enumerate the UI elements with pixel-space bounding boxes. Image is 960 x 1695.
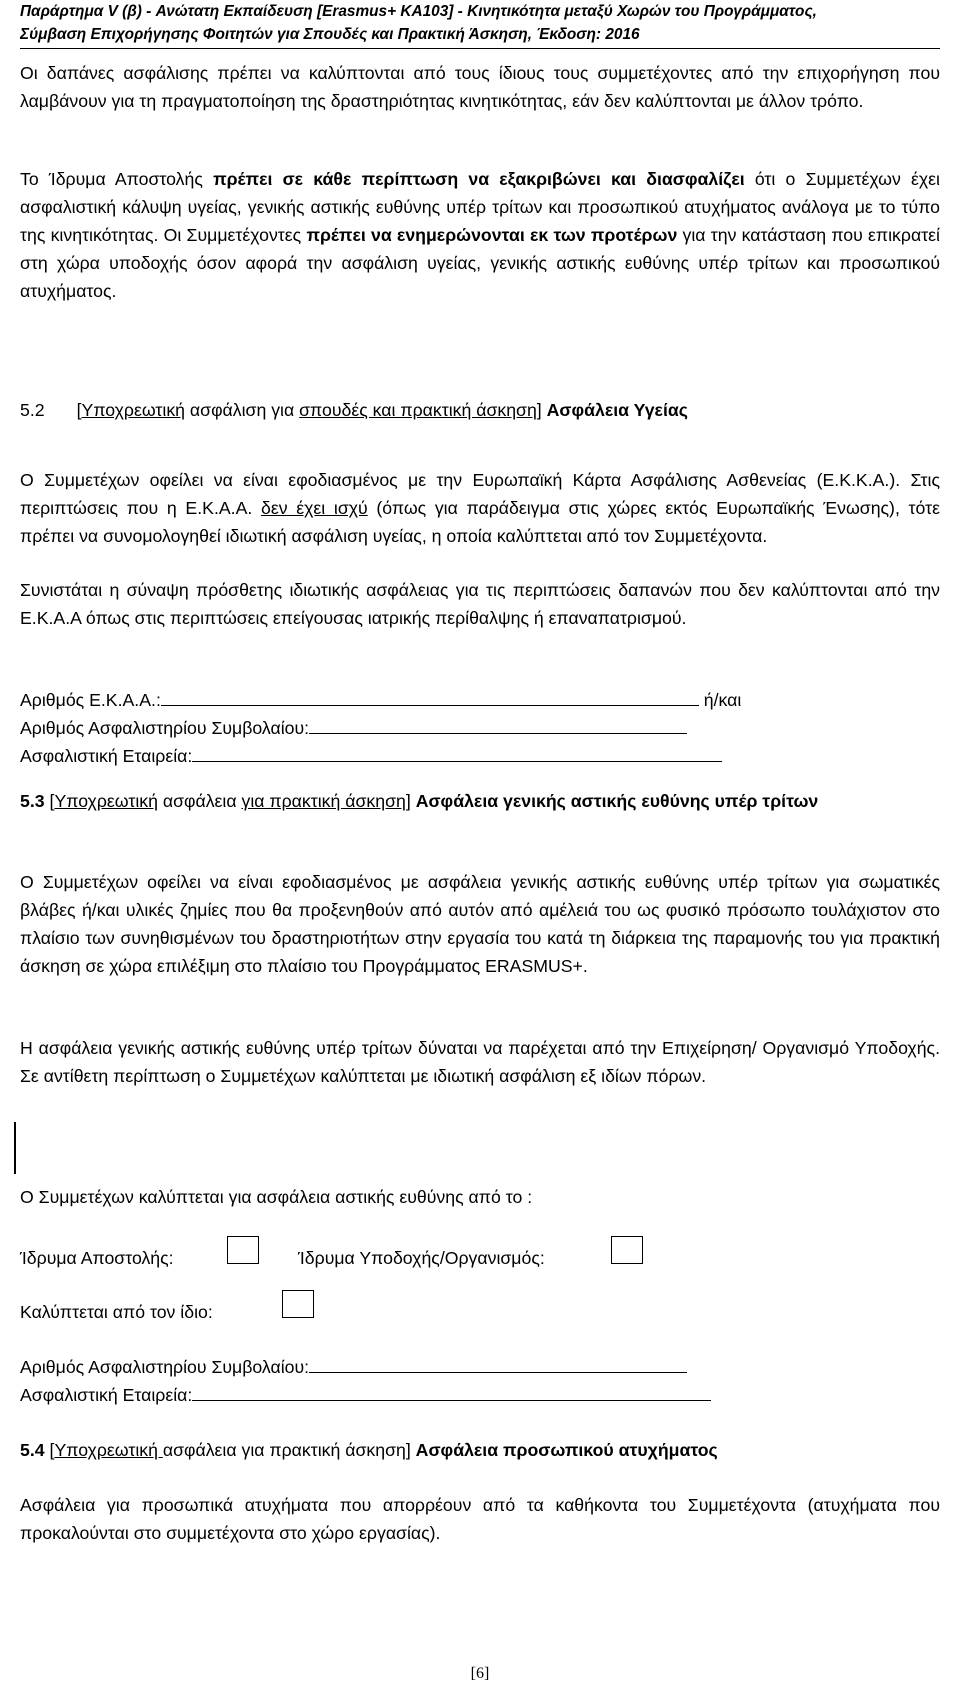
section-5-2-paragraph-1	[20, 466, 940, 550]
text-span: ασφάλιση για	[185, 400, 300, 420]
section-title: Ασφάλεια προσωπικού ατυχήματος	[415, 1440, 718, 1460]
text-span: ασφάλεια για πρακτική άσκηση]	[162, 1440, 416, 1460]
liability-policy-number-field	[20, 1353, 687, 1381]
bracket: ]	[536, 400, 542, 420]
bracket: [	[44, 791, 55, 811]
section-5-3-paragraph-1: Ο Συμμετέχων οφείλει να είναι εφοδιασμένος με ασφάλεια γενικής αστικής ευθύνης υπέρ τρίτων για σωματικές βλάβες ή/και υλικές ζημίες που θα προξενηθούν από αυτόν από αμέλειά του ως φυσικό πρόσωπο τουλάχιστον στο πλαίσιο των συνηθισμένων του δραστηριοτήτων στην εργασία του κατά τη διάρκεια της παραμονής του για πρακτική άσκηση σε χώρα επιλέξιμη στο πλαίσιο του Προγράμματος ERASMUS+.	[20, 872, 940, 976]
receiving-organisation-checkbox[interactable]	[611, 1236, 643, 1264]
section-number: 5.3	[20, 791, 45, 811]
section-5-3-heading	[20, 787, 940, 815]
section-title: Ασφάλεια γενικής αστικής ευθύνης υπέρ τρίτων	[415, 791, 819, 811]
text-span: Ο Συμμετέχων οφείλει να είναι εφοδιασμένος με την Ευρωπαϊκή Κάρτα Ασφάλισης Ασθενείας (Ε.Κ.Κ.Α.). Στις περιπτώσεις που η Ε.Κ.Α.Α.	[20, 470, 940, 518]
option-receiving-label: Ίδρυμα Υποδοχής/Οργανισμός:	[298, 1248, 545, 1268]
policy-number-field	[20, 714, 687, 742]
header-line-1: Παράρτημα V (β) - Ανώτατη Εκπαίδευση [Erasmus+ KA103] - Κινητικότητα μεταξύ Χωρών του Προγράμματος,	[20, 3, 817, 20]
field-label: Ασφαλιστική Εταιρεία:	[20, 1385, 193, 1405]
text-span: ασφάλεια	[157, 791, 242, 811]
section-5-4-heading	[20, 1436, 718, 1464]
requirement-label: Υποχρεωτική	[54, 791, 158, 811]
context-label: σπουδές και πρακτική άσκηση	[299, 400, 537, 420]
bracket: [	[76, 400, 82, 420]
section-5-3-paragraph-2: Η ασφάλεια γενικής αστικής ευθύνης υπέρ τρίτων δύναται να παρέχεται από την Επιχείρηση/ Οργανισμό Υποδοχής. Σε αντίθετη περίπτωση ο Συμμετέχων καλύπτεται με ιδιωτική ασφάλιση εξ ιδίων πόρων.	[20, 1038, 940, 1086]
insurance-company-field	[20, 742, 722, 770]
sending-institution-checkbox[interactable]	[227, 1236, 259, 1264]
policy-number-blank[interactable]	[309, 715, 687, 734]
section-5-2-heading	[20, 396, 688, 424]
insurance-company-blank[interactable]	[192, 743, 722, 762]
option-sending-label: Ίδρυμα Αποστολής:	[20, 1248, 174, 1268]
section-number: 5.2	[20, 400, 45, 420]
context-label: για πρακτική άσκηση	[241, 791, 406, 811]
underlined-text: δεν έχει ισχύ	[260, 498, 368, 518]
field-label: Ασφαλιστική Εταιρεία:	[20, 746, 193, 766]
coverage-question: Ο Συμμετέχων καλύπτεται για ασφάλεια αστικής ευθύνης από το :	[20, 1187, 533, 1207]
emphasis-text: πρέπει να ενημερώνονται εκ των προτέρων	[306, 225, 678, 245]
field-label: Αριθμός Ε.Κ.Α.Α.:	[20, 690, 161, 710]
section-number: 5.4	[20, 1440, 45, 1460]
requirement-label: Υποχρεωτική	[81, 400, 186, 420]
requirement-label: Υποχρεωτική	[54, 1440, 163, 1460]
section-5-2-paragraph-2: Συνιστάται η σύναψη πρόσθετης ιδιωτικής ασφάλειας για τις περιπτώσεις δαπανών που δεν καλύπτονται από την Ε.Κ.Α.Α όπως στις περιπτώσεις επείγουσας ιατρικής περίθαλψης ή επαναπατρισμού.	[20, 580, 940, 628]
section-5-4-paragraph-1: Ασφάλεια για προσωπικά ατυχήματα που απορρέουν από τα καθήκοντα του Συμμετέχοντα (ατυχήματα που προκαλούνται στο συμμετέχοντα στο χώρο εργασίας).	[20, 1495, 940, 1543]
text-span: ότι ο Συμμετέχων έχει ασφαλιστική κάλυψη υγείας, γενικής αστικής ευθύνης υπέρ τρίτων και προσωπικού ατυχήματος ανάλογα με το τύπο της κινητικότητας. Οι Συμμετέχοντες	[20, 169, 940, 245]
ekaa-number-blank[interactable]	[161, 687, 699, 706]
liability-insurance-company-blank[interactable]	[192, 1382, 711, 1401]
option-self-label: Καλύπτεται από τον ίδιο:	[20, 1302, 213, 1322]
intro-paragraph-2	[20, 165, 940, 305]
text-span: (όπως για παράδειγμα στις χώρες εκτός Ευρωπαϊκής Ένωσης), τότε πρέπει να συνομολογηθεί ιδιωτική ασφάλιση υγείας, η οποία καλύπτεται από τον Συμμετέχοντα.	[20, 498, 940, 546]
intro-paragraph-1: Οι δαπάνες ασφάλισης πρέπει να καλύπτονται από τους ίδιους τους συμμετέχοντες από την επιχορήγηση που λαμβάνουν για τη πραγματοποίηση της δραστηριότητας κινητικότητας, εάν δεν καλύπτονται με άλλον τρόπο.	[20, 63, 940, 111]
self-coverage-checkbox[interactable]	[282, 1290, 314, 1318]
text-span: Το Ίδρυμα Αποστολής	[20, 169, 214, 189]
bracket: [	[44, 1440, 55, 1460]
revision-bar	[14, 1122, 16, 1174]
bracket: ]	[405, 791, 416, 811]
emphasis-text: πρέπει σε κάθε περίπτωση να εξακριβώνει και διασφαλίζει	[213, 169, 745, 189]
document-header	[20, 0, 940, 49]
page-number: [6]	[470, 1665, 490, 1682]
field-label: Αριθμός Ασφαλιστηρίου Συμβολαίου:	[20, 1357, 310, 1377]
section-title: Ασφάλεια Υγείας	[546, 400, 688, 420]
ekaa-number-field	[20, 686, 741, 714]
field-suffix: ή/και	[698, 690, 742, 710]
field-label: Αριθμός Ασφαλιστηρίου Συμβολαίου:	[20, 718, 310, 738]
liability-policy-number-blank[interactable]	[309, 1354, 687, 1373]
liability-insurance-company-field	[20, 1381, 711, 1409]
text-span: για την κατάσταση που επικρατεί στη χώρα υποδοχής όσον αφορά την ασφάλιση υγείας, γενικής αστικής ευθύνης υπέρ τρίτων και προσωπικού ατυχήματος.	[20, 225, 940, 301]
header-line-2: Σύμβαση Επιχορήγησης Φοιτητών για Σπουδές και Πρακτική Άσκηση, Έκδοση: 2016	[20, 26, 640, 43]
